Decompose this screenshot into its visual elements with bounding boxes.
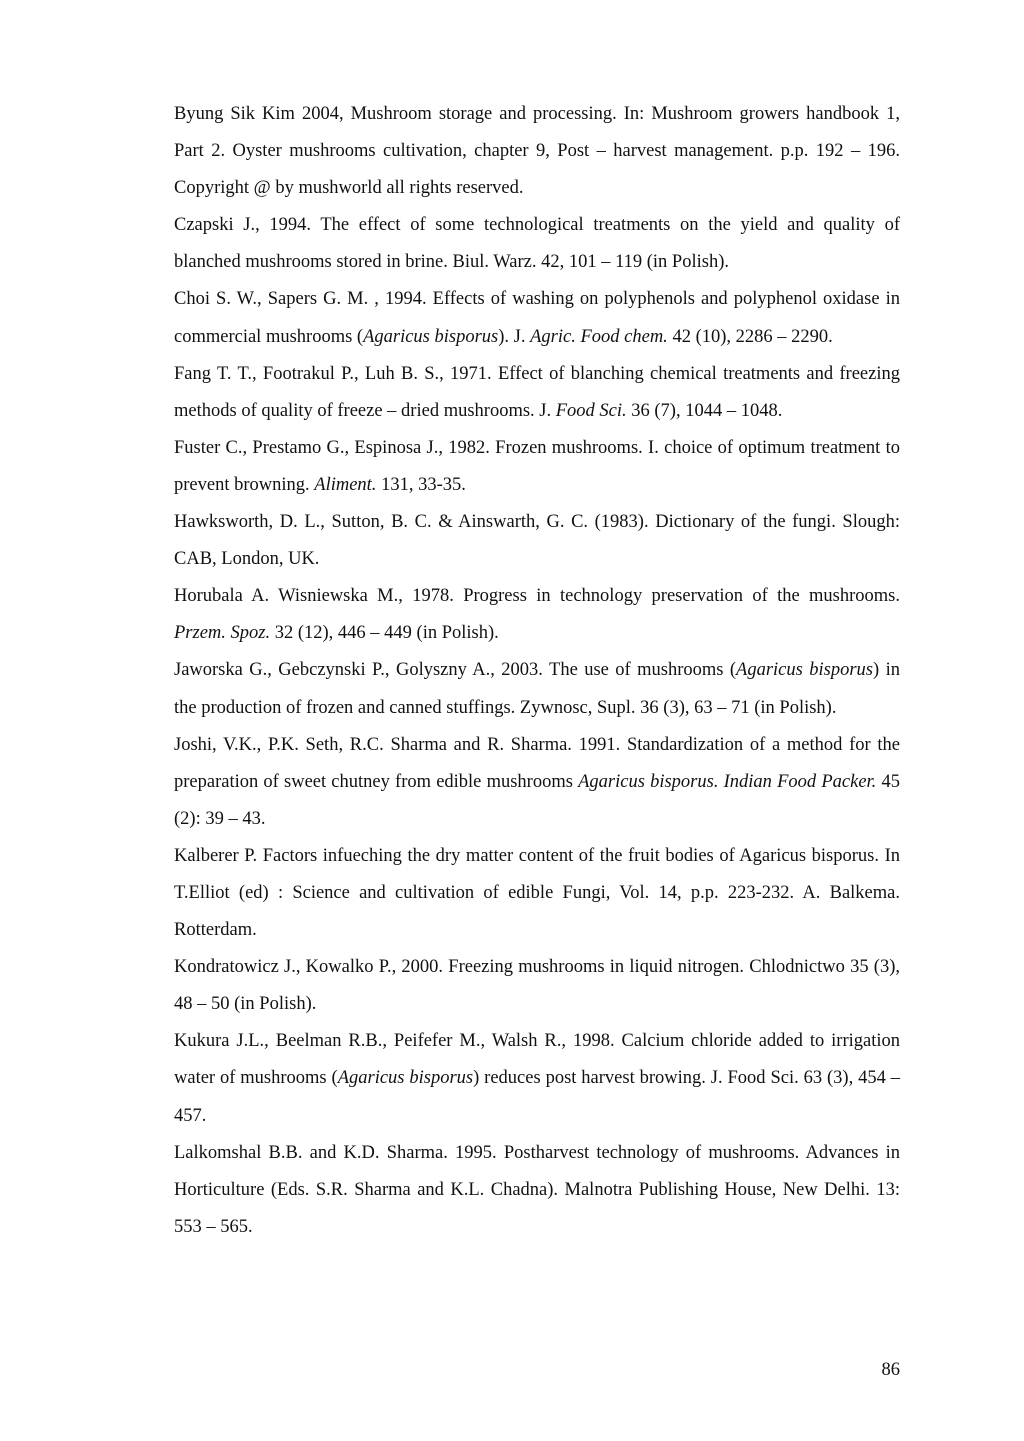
reference-italic-text: Agaricus bisporus: [363, 326, 499, 347]
reference-text: Joshi, V.K., P.K. Seth, R.C. Sharma and R. Sharma. 1991. Standardization of a method for the preparation of sweet chutney from edible mushrooms: [174, 734, 900, 792]
reference-entry: [174, 430, 900, 504]
reference-text: 131, 33-35.: [376, 474, 466, 495]
reference-entry: [174, 356, 900, 430]
reference-entry: [174, 504, 900, 578]
reference-text: Fang T. T., Footrakul P., Luh B. S., 1971. Effect of blanching chemical treatments and freezing methods of quality of freeze – dried mushrooms. J.: [174, 363, 900, 421]
reference-text: Kalberer P. Factors infueching the dry matter content of the fruit bodies of Agaricus bisporus. In T.Elliot (ed) : Science and cultivation of edible Fungi, Vol. 14, p.p. 223-232. A. Balkema. Rotterdam.: [174, 845, 900, 941]
reference-italic-text: Agaricus bisporus. Indian Food Packer.: [578, 771, 877, 792]
reference-italic-text: Food Sci.: [555, 400, 627, 421]
reference-text: Kondratowicz J., Kowalko P., 2000. Freezing mushrooms in liquid nitrogen. Chlodnictwo 35 (3), 48 – 50 (in Polish).: [174, 957, 900, 1015]
reference-text: Horubala A. Wisniewska M., 1978. Progress in technology preservation of the mushrooms.: [174, 586, 900, 607]
reference-text: 36 (7), 1044 – 1048.: [626, 400, 783, 421]
reference-entry: [174, 949, 900, 1023]
reference-text: Kukura J.L., Beelman R.B., Peifefer M., Walsh R., 1998. Calcium chloride added to irrigation water of mushrooms (: [174, 1031, 900, 1089]
reference-text: 42 (10), 2286 – 2290.: [667, 326, 833, 347]
reference-text: 45 (2): 39 – 43.: [174, 771, 900, 829]
reference-italic-text: Agric. Food chem.: [530, 326, 668, 347]
reference-entry: [174, 207, 900, 281]
reference-entry: [174, 652, 900, 726]
reference-text: Hawksworth, D. L., Sutton, B. C. & Ainswarth, G. C. (1983). Dictionary of the fungi. Slough: CAB, London, UK.: [174, 512, 900, 570]
reference-italic-text: Agaricus bisporus: [736, 660, 874, 681]
reference-italic-text: Aliment.: [314, 474, 377, 495]
page-number: 86: [881, 1360, 900, 1380]
reference-entry: [174, 727, 900, 838]
reference-entry: [174, 1135, 900, 1246]
reference-text: Fuster C., Prestamo G., Espinosa J., 1982. Frozen mushrooms. I. choice of optimum treatment to prevent browning.: [174, 437, 900, 495]
reference-text: ) reduces post harvest browing. J. Food Sci. 63 (3), 454 – 457.: [174, 1068, 900, 1126]
reference-text: ) in the production of frozen and canned stuffings. Zywnosc, Supl. 36 (3), 63 – 71 (in Polish).: [174, 660, 900, 718]
reference-entry: [174, 1023, 900, 1134]
reference-text: Byung Sik Kim 2004, Mushroom storage and processing. In: Mushroom growers handbook 1, Part 2. Oyster mushrooms cultivation, chapter 9, Post – harvest management. p.p. 192 – 196. Copyright @ by mushworld all rights reserved.: [174, 104, 900, 199]
reference-text: 32 (12), 446 – 449 (in Polish).: [270, 623, 499, 644]
reference-entry: [174, 838, 900, 949]
reference-text: Czapski J., 1994. The effect of some technological treatments on the yield and quality of blanched mushrooms stored in brine. Biul. Warz. 42, 101 – 119 (in Polish).: [174, 215, 900, 273]
reference-italic-text: Agaricus bisporus: [337, 1068, 474, 1089]
reference-entry: [174, 578, 900, 652]
reference-text: Lalkomshal B.B. and K.D. Sharma. 1995. Postharvest technology of mushrooms. Advances in Horticulture (Eds. S.R. Sharma and K.L. Chadna). Malnotra Publishing House, New Delhi. 13: 553 – 565.: [174, 1142, 900, 1237]
reference-entry: [174, 96, 900, 207]
reference-entry: [174, 281, 900, 355]
reference-text: Jaworska G., Gebczynski P., Golyszny A., 2003. The use of mushrooms (: [174, 660, 737, 681]
reference-list: [174, 96, 900, 1246]
reference-text: Choi S. W., Sapers G. M. , 1994. Effects of washing on polyphenols and polyphenol oxidase in commercial mushrooms (: [174, 289, 900, 347]
reference-text: ). J.: [498, 326, 531, 347]
reference-italic-text: Przem. Spoz.: [174, 623, 271, 644]
